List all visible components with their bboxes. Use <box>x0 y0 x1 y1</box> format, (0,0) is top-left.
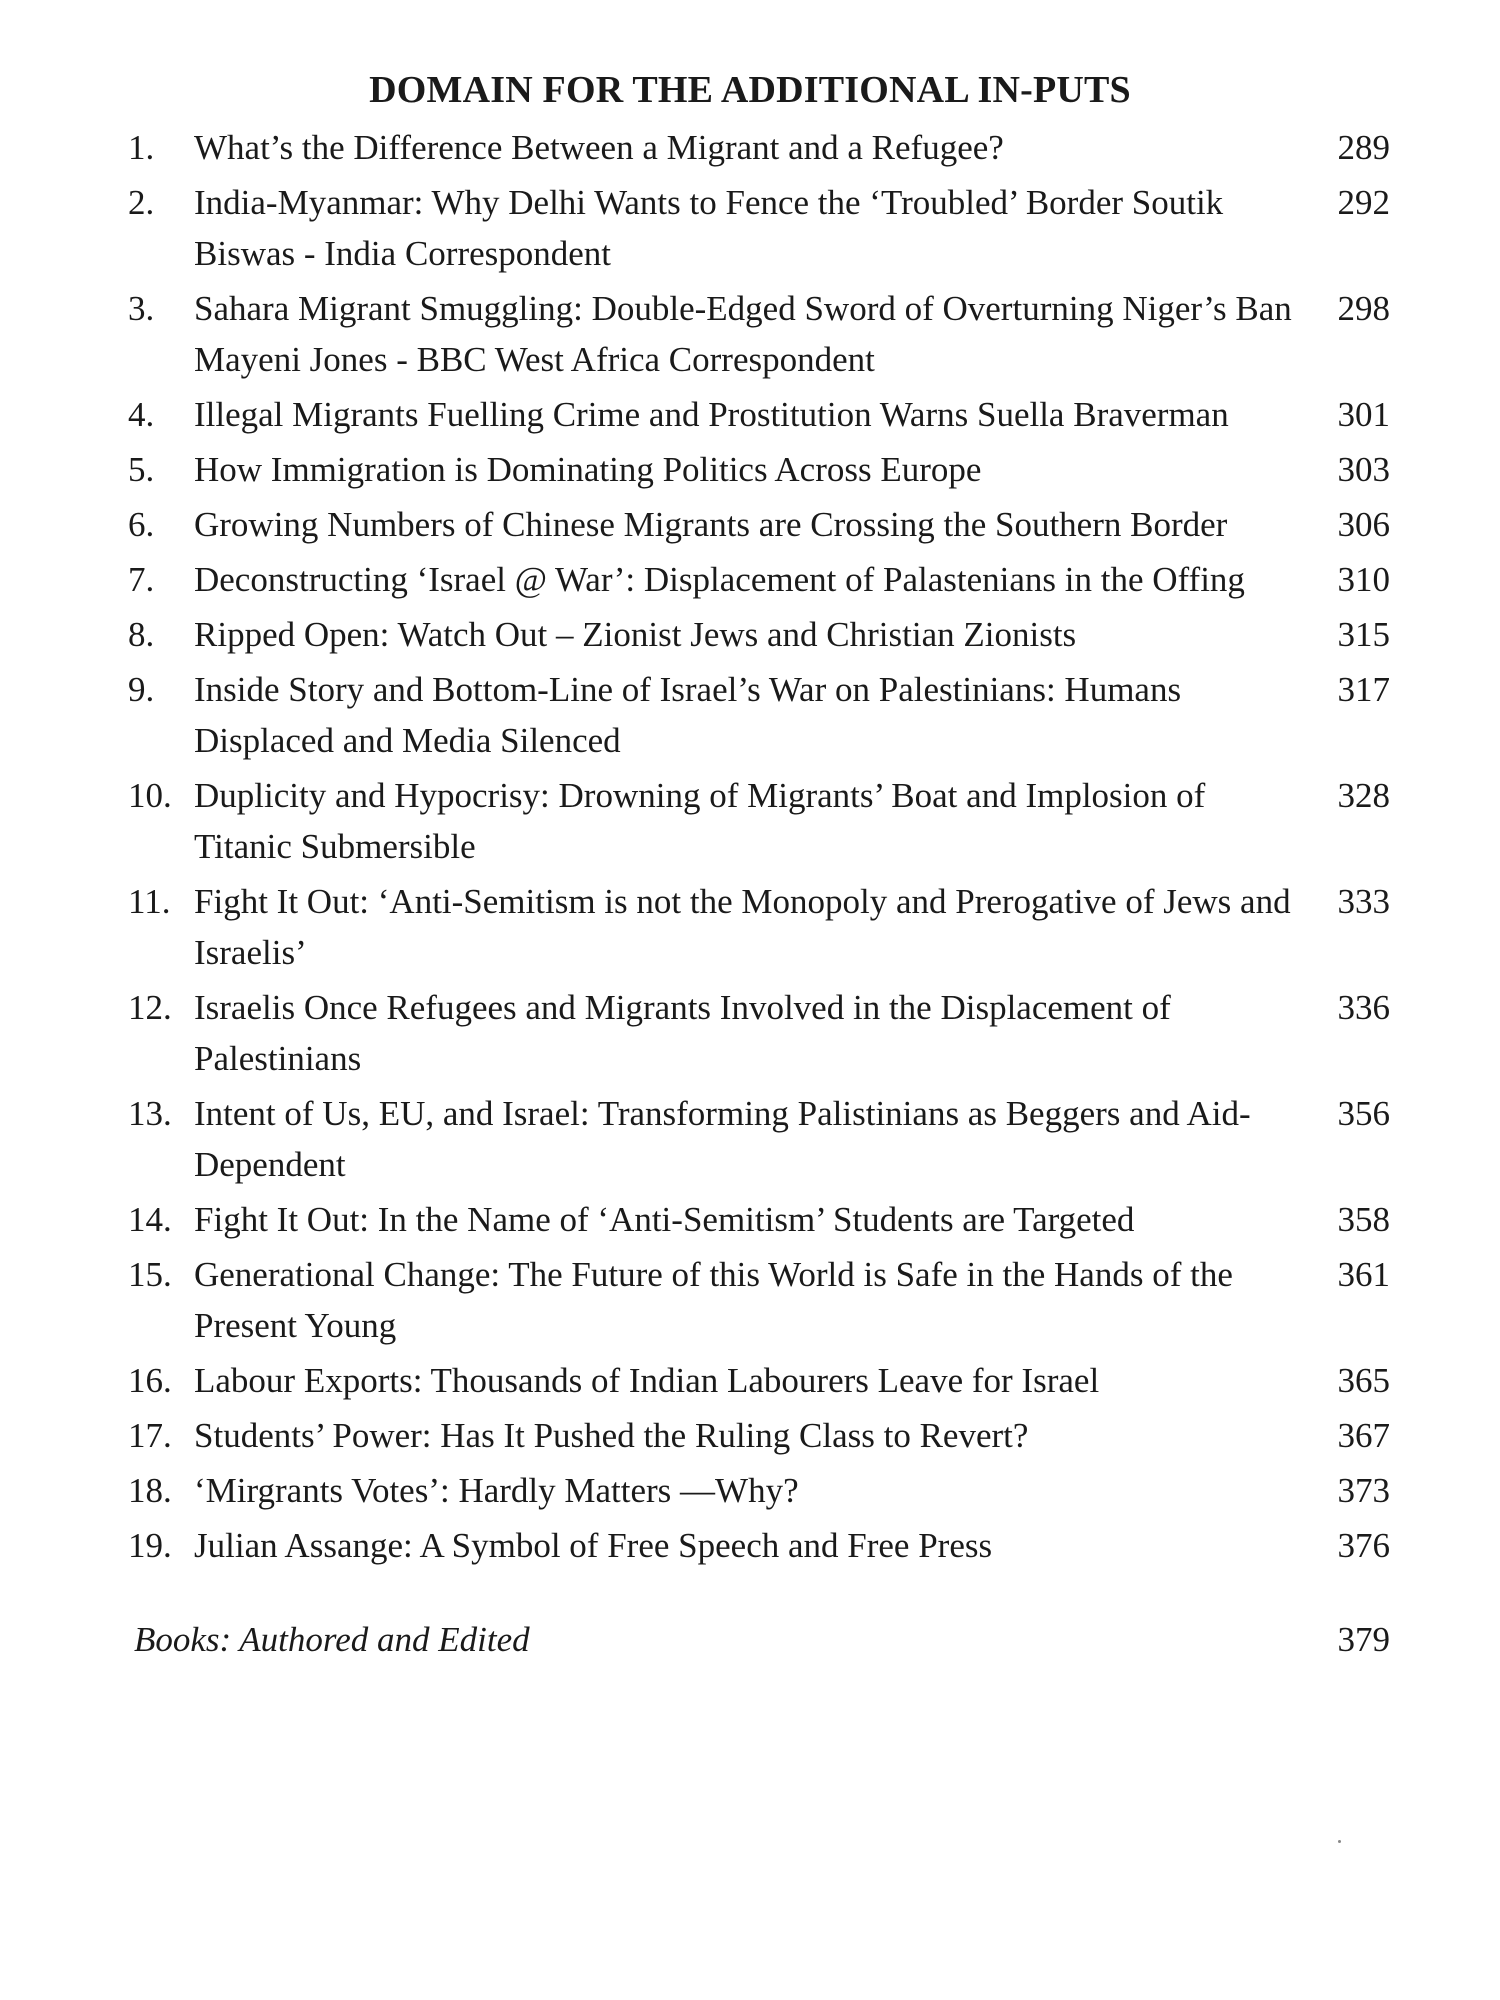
entry-number: 5. <box>128 450 155 489</box>
entry-number: 19. <box>128 1526 172 1565</box>
entry-number: 3. <box>128 289 155 328</box>
entry-page: 367 <box>1337 1416 1390 1455</box>
entry-page: 301 <box>1337 395 1390 434</box>
entry-page: 317 <box>1337 670 1390 709</box>
entry-page: 333 <box>1337 882 1390 921</box>
entry-page: 373 <box>1337 1471 1390 1510</box>
entry-title: What’s the Difference Between a Migrant and a Refugee? <box>194 128 1004 167</box>
entry-number: 4. <box>128 395 155 434</box>
toc-entry <box>128 1088 1390 1190</box>
entry-title: Deconstructing ‘Israel @ War’: Displacement of Palastenians in the Offing <box>194 560 1245 599</box>
entry-page: 361 <box>1337 1255 1390 1294</box>
entry-number: 8. <box>128 615 155 654</box>
toc-entry <box>128 283 1390 385</box>
entry-title: Fight It Out: ‘Anti-Semitism is not the Monopoly and Prerogative of Jews and Israelis’ <box>194 882 1291 972</box>
entry-number: 14. <box>128 1200 172 1239</box>
entry-number: 11. <box>128 882 171 921</box>
entry-title: Labour Exports: Thousands of Indian Labourers Leave for Israel <box>194 1361 1100 1400</box>
toc-footer-entry <box>134 1614 1390 1665</box>
toc-entry <box>128 982 1390 1084</box>
entry-title: Sahara Migrant Smuggling: Double-Edged Sword of Overturning Niger’s Ban Mayeni Jones - BBC West Africa Correspondent <box>194 289 1292 379</box>
entry-page: 310 <box>1337 560 1390 599</box>
entry-page: 303 <box>1337 450 1390 489</box>
toc-entry <box>128 664 1390 766</box>
entry-page: 336 <box>1337 988 1390 1027</box>
entry-title: Duplicity and Hypocrisy: Drowning of Migrants’ Boat and Implosion of Titanic Submersible <box>194 776 1206 866</box>
toc-entry <box>128 609 1390 660</box>
entry-number: 18. <box>128 1471 172 1510</box>
entry-title: Growing Numbers of Chinese Migrants are Crossing the Southern Border <box>194 505 1228 544</box>
scan-speck <box>1338 1840 1341 1843</box>
entry-number: 1. <box>128 128 155 167</box>
footer-page: 379 <box>1337 1620 1390 1659</box>
entry-number: 16. <box>128 1361 172 1400</box>
toc-entry <box>128 1520 1390 1571</box>
toc-entry <box>128 1194 1390 1245</box>
entry-number: 6. <box>128 505 155 544</box>
toc-entry <box>128 876 1390 978</box>
entry-title: Students’ Power: Has It Pushed the Ruling Class to Revert? <box>194 1416 1029 1455</box>
entry-page: 289 <box>1337 128 1390 167</box>
entry-page: 328 <box>1337 776 1390 815</box>
toc-entry <box>128 1355 1390 1406</box>
toc-entry <box>128 177 1390 279</box>
entry-title: Ripped Open: Watch Out – Zionist Jews and Christian Zionists <box>194 615 1077 654</box>
entry-page: 306 <box>1337 505 1390 544</box>
entry-number: 17. <box>128 1416 172 1455</box>
entry-page: 365 <box>1337 1361 1390 1400</box>
entry-title: Fight It Out: In the Name of ‘Anti-Semitism’ Students are Targeted <box>194 1200 1135 1239</box>
toc-entry <box>128 389 1390 440</box>
entry-page: 358 <box>1337 1200 1390 1239</box>
toc-entry <box>128 554 1390 605</box>
toc-entry <box>128 1465 1390 1516</box>
entry-page: 376 <box>1337 1526 1390 1565</box>
toc-entry <box>128 499 1390 550</box>
entry-page: 298 <box>1337 289 1390 328</box>
entry-number: 15. <box>128 1255 172 1294</box>
footer-title: Books: Authored and Edited <box>134 1620 530 1659</box>
entry-number: 13. <box>128 1094 172 1133</box>
entry-number: 2. <box>128 183 155 222</box>
entry-number: 10. <box>128 776 172 815</box>
entry-title: India-Myanmar: Why Delhi Wants to Fence the ‘Troubled’ Border Soutik Biswas - India Correspondent <box>194 183 1224 273</box>
entry-page: 292 <box>1337 183 1390 222</box>
toc-entry <box>128 1410 1390 1461</box>
entry-number: 7. <box>128 560 155 599</box>
toc-entry <box>128 1249 1390 1351</box>
toc-entry <box>128 770 1390 872</box>
entry-title: ‘Mirgrants Votes’: Hardly Matters —Why? <box>194 1471 799 1510</box>
toc-entry <box>128 444 1390 495</box>
entry-title: Generational Change: The Future of this World is Safe in the Hands of the Present Young <box>194 1255 1233 1345</box>
entry-title: Intent of Us, EU, and Israel: Transforming Palistinians as Beggers and Aid-Dependent <box>194 1094 1251 1184</box>
entry-title: Inside Story and Bottom-Line of Israel’s War on Palestinians: Humans Displaced and Media Silenced <box>194 670 1182 760</box>
entry-page: 356 <box>1337 1094 1390 1133</box>
entry-title: How Immigration is Dominating Politics Across Europe <box>194 450 982 489</box>
page-heading: DOMAIN FOR THE ADDITIONAL IN-PUTS <box>369 69 1131 111</box>
entry-page: 315 <box>1337 615 1390 654</box>
toc-entry <box>128 122 1390 173</box>
entry-title: Julian Assange: A Symbol of Free Speech and Free Press <box>194 1526 993 1565</box>
entry-number: 9. <box>128 670 155 709</box>
entry-title: Israelis Once Refugees and Migrants Involved in the Displacement of Palestinians <box>194 988 1171 1078</box>
entry-number: 12. <box>128 988 172 1027</box>
toc-list <box>128 122 1390 1575</box>
entry-title: Illegal Migrants Fuelling Crime and Prostitution Warns Suella Braverman <box>194 395 1229 434</box>
